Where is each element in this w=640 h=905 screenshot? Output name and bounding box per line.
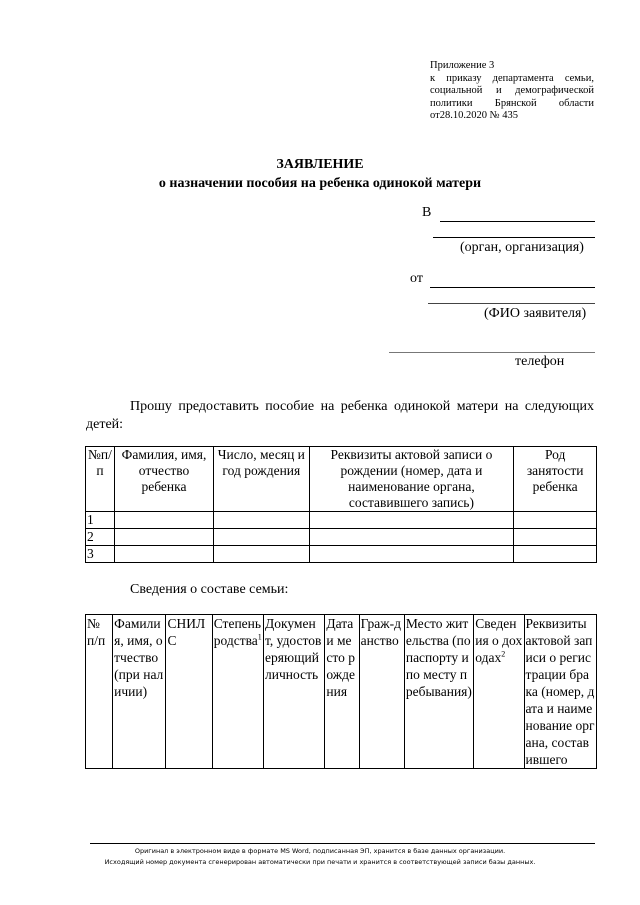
document-title: ЗАЯВЛЕНИЕ [276,157,364,172]
row-number: 2 [86,529,115,546]
table-cell[interactable] [514,529,597,546]
header-child-name: Фамилия, имя, отчество ребенка [114,447,213,512]
header-relationship-text: Степень родства [213,616,262,648]
appendix-line-3 [430,85,594,98]
header-marriage-record: Реквизиты актовой записи о регистрации брака (номер, дата и наименование органа, составившего [525,616,595,767]
from-field-line-2[interactable] [428,303,595,304]
from-prefix: от [410,271,423,286]
header-citizenship: Граж-данство [359,615,404,769]
appendix-word: политики [430,97,473,109]
table-cell[interactable] [214,529,309,546]
footnote-2-marker: 2 [501,649,506,659]
family-section-label: Сведения о составе семьи: [130,582,289,597]
appendix-word: приказу [446,72,482,84]
to-prefix: В [422,205,432,220]
header-relationship [212,615,263,769]
header-income-text: Сведения о доходах [475,616,523,665]
row-number: 3 [86,546,115,563]
children-table-header [86,447,597,512]
header-occupation: Род занятости ребенка [514,447,597,512]
document-subtitle: о назначении пособия на ребенка одинокой матери [158,176,482,191]
table-cell[interactable] [114,512,213,529]
appendix-word: к [430,72,436,84]
appendix-line-5: от28.10.2020 № 435 [430,110,518,121]
header-number: №п/п [86,447,115,512]
appendix-word: Брянской [494,97,537,109]
header-full-name: Фамилия, имя, отчество (при наличии) [113,615,166,769]
to-caption: (орган, организация) [460,240,584,255]
appendix-line-4 [430,98,594,111]
row-number: 1 [86,512,115,529]
appendix-block [430,60,594,123]
appendix-line-1: Приложение 3 [430,60,495,71]
header-birth-date-place: Дата и место рождения [325,615,359,769]
phone-caption: телефон [515,354,565,369]
table-cell[interactable] [214,512,309,529]
family-table-header [86,615,597,769]
table-cell[interactable] [514,512,597,529]
header-birth-record: Реквизиты актовой записи о рождении (номер, дата и наименование органа, составившего запись) [309,447,514,512]
table-cell[interactable] [309,529,514,546]
table-cell[interactable] [114,546,213,563]
header-residence: Место жительства (по паспорту и по месту пребывания) [404,615,473,769]
to-field-line-1[interactable] [440,221,595,222]
footnote-1-marker: 1 [257,632,262,642]
appendix-word: области [558,97,594,109]
appendix-word: семьи, [564,72,594,84]
table-row [86,546,597,563]
header-id-document: Документ, удостоверяющий личность [264,615,325,769]
header-number: № п/п [86,615,113,769]
table-cell[interactable] [309,512,514,529]
appendix-word: и [495,85,502,96]
table-cell[interactable] [514,546,597,563]
appendix-word: демографической [515,85,594,96]
children-table [85,446,597,563]
table-cell[interactable] [309,546,514,563]
footer-note-1: Оригинал в электронном виде в формате MS Word, подписанная ЭП, хранится в базе данных организации. [134,847,506,855]
header-birth-date: Число, месяц и год рождения [214,447,309,512]
footer-note-2: Исходящий номер документа сгенерирован автоматически при печати и хранится в соответствующей записи базы данных. [104,858,536,866]
header-income [474,615,524,769]
family-table [85,614,597,769]
appendix-word: социальной [430,85,483,96]
phone-field-line[interactable] [389,352,595,353]
from-field-line-1[interactable] [430,287,595,288]
table-cell[interactable] [114,529,213,546]
header-snils: СНИЛС [166,615,212,769]
footer-divider [90,843,595,844]
table-row [86,529,597,546]
request-paragraph: Прошу предоставить пособие на ребенка одинокой матери на следующих детей: [86,399,594,432]
table-row [86,512,597,529]
appendix-line-2 [430,73,594,86]
from-caption: (ФИО заявителя) [484,306,587,321]
appendix-word: департамента [492,72,554,84]
to-field-line-2[interactable] [433,237,595,238]
table-cell[interactable] [214,546,309,563]
